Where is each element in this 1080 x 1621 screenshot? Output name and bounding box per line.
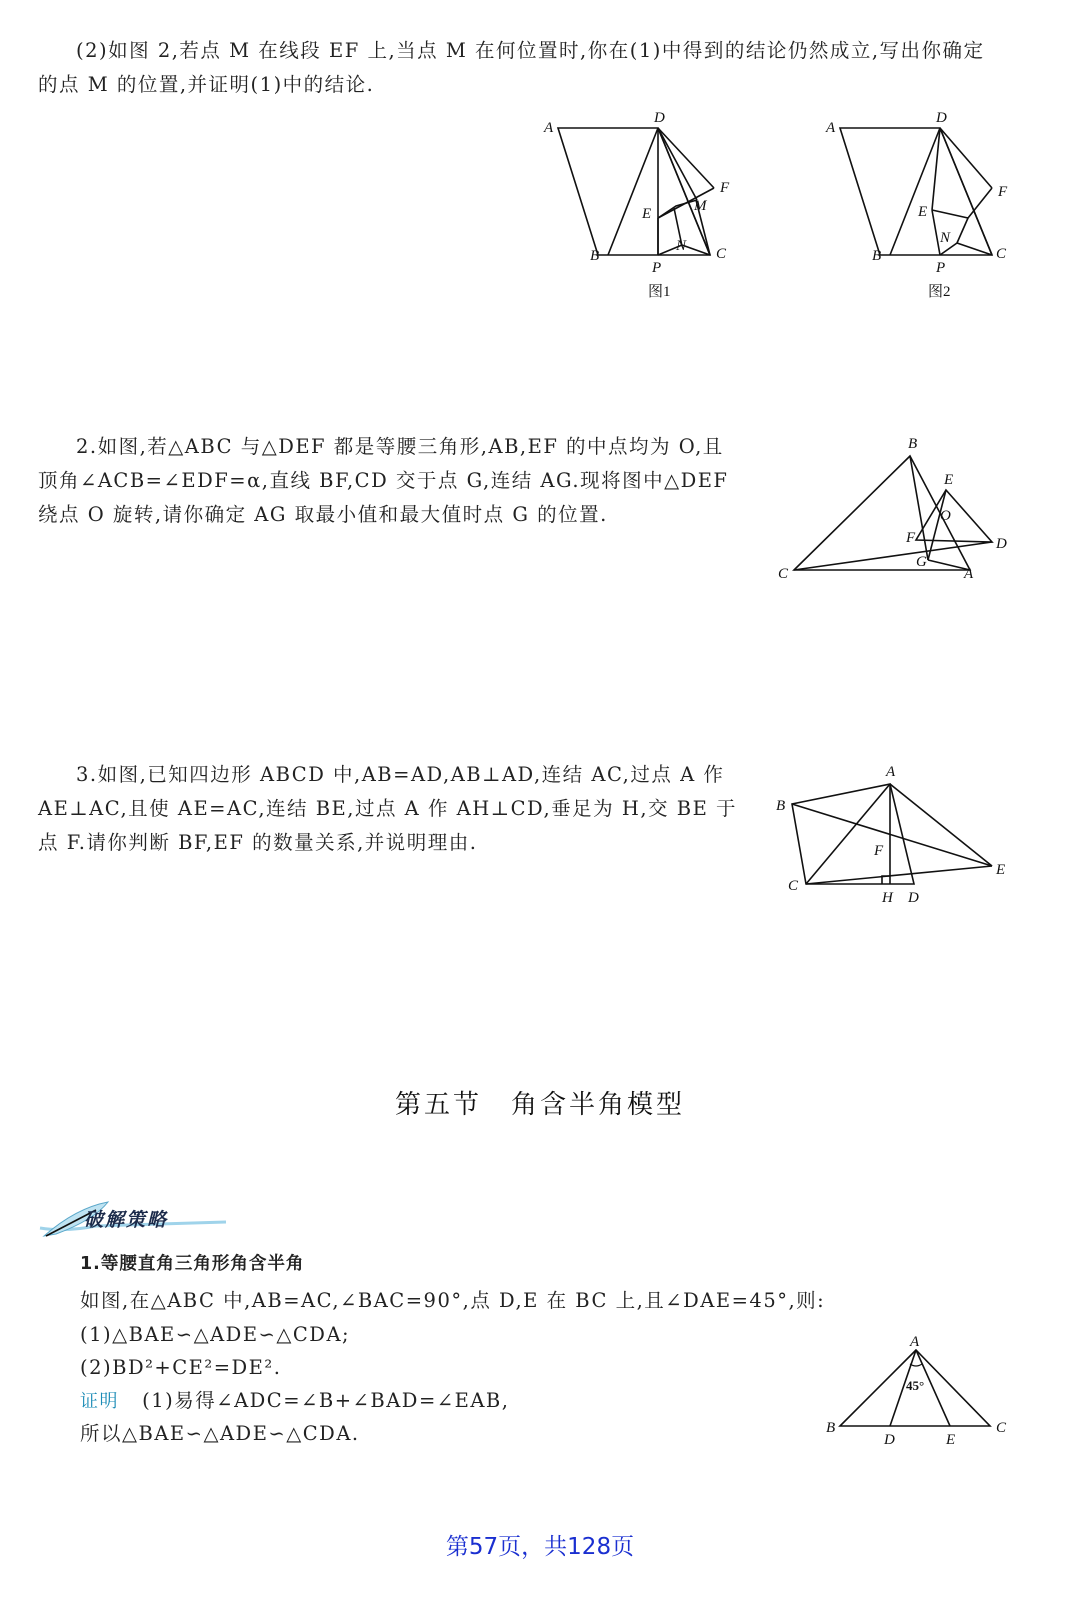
fig1-label-P: P <box>652 260 662 276</box>
problem3-text-line3: 点 F.请你判断 BF,EF 的数量关系,并说明理由. <box>38 831 478 854</box>
problem2-text-line1: 2.如图,若△ABC 与△DEF 都是等腰三角形,AB,EF 的中点均为 O,且 <box>76 435 724 458</box>
strategy-line5: 所以△BAE∽△ADE∽△CDA. <box>80 1422 360 1445</box>
fig1-label-N: N <box>676 238 687 254</box>
fig2-trapezoid <box>840 128 992 255</box>
p3-label-F: F <box>874 843 884 859</box>
problem2-text-line3: 绕点 O 旋转,请你确定 AG 取最小值和最大值时点 G 的位置. <box>38 503 608 526</box>
p2-label-A: A <box>964 566 974 582</box>
s-label-45: 45° <box>906 1378 925 1393</box>
p2-label-C: C <box>778 566 789 582</box>
strategy-banner-title: 破解策略 <box>84 1209 169 1231</box>
fig2-label-B: B <box>872 248 882 264</box>
s-label-D: D <box>884 1432 895 1448</box>
s-label-A: A <box>910 1334 920 1350</box>
p2-label-F: F <box>906 530 916 546</box>
strategy-figure <box>822 1332 1022 1452</box>
fig2-label-D: D <box>936 110 947 126</box>
fig2-label-N: N <box>940 230 951 246</box>
fig1-trapezoid <box>558 128 710 255</box>
fig1-label-D: D <box>654 110 665 126</box>
p3-label-E: E <box>996 862 1006 878</box>
p3-label-H: H <box>882 890 893 906</box>
fig2-label-F: F <box>998 184 1008 200</box>
p2-label-E: E <box>944 472 954 488</box>
fig1-label-M: M <box>694 198 707 214</box>
p3-label-B: B <box>776 798 786 814</box>
p2-label-D: D <box>996 536 1007 552</box>
problem1-text-line2: 的点 M 的位置,并证明(1)中的结论. <box>38 73 375 96</box>
triangle-DEF <box>916 490 992 542</box>
problem3-text-line1: 3.如图,已知四边形 ABCD 中,AB=AD,AB⊥AD,连结 AC,过点 A 作 <box>76 763 725 786</box>
figure-2 <box>812 100 1022 310</box>
p3-label-C: C <box>788 878 799 894</box>
proof-label: 证明 <box>80 1391 119 1412</box>
quadrilateral-ABCD <box>792 784 914 884</box>
s-label-C: C <box>996 1420 1007 1436</box>
fig2-label-C: C <box>996 246 1007 262</box>
fig2-label-A: A <box>826 120 836 136</box>
fig2-label-E: E <box>918 204 928 220</box>
strategy-subheading: 1.等腰直角三角形角含半角 <box>80 1254 305 1274</box>
fig2-caption: 图2 <box>928 284 951 300</box>
fig1-caption: 图1 <box>648 284 671 300</box>
proof-line <box>80 1384 509 1418</box>
page-indicator: 第57页，共128页 <box>445 1534 635 1560</box>
p3-label-D: D <box>908 890 919 906</box>
problem3-text-line2: AE⊥AC,且使 AE=AC,连结 BE,过点 A 作 AH⊥CD,垂足为 H,交 BE 于 <box>38 797 738 820</box>
problem2-text-line2: 顶角∠ACB=∠EDF=α,直线 BF,CD 交于点 G,连结 AG.现将图中△DEF <box>38 469 729 492</box>
proof-text: (1)易得∠ADC=∠B+∠BAD=∠EAB, <box>142 1389 510 1412</box>
fig1-label-A: A <box>544 120 554 136</box>
s-label-B: B <box>826 1420 836 1436</box>
strategy-line1: 如图,在△ABC 中,AB=AC,∠BAC=90°,点 D,E 在 BC 上,且∠DAE=45°,则: <box>80 1289 826 1312</box>
p2-label-G: G <box>916 554 927 570</box>
problem2-figure <box>770 428 1020 588</box>
strategy-line2: (1)△BAE∽△ADE∽△CDA; <box>80 1323 351 1346</box>
problem3-figure <box>770 760 1020 910</box>
fig1-label-C: C <box>716 246 727 262</box>
p2-label-B: B <box>908 436 918 452</box>
s-label-E: E <box>946 1432 956 1448</box>
p2-label-O: O <box>940 508 951 524</box>
fig1-label-B: B <box>590 248 600 264</box>
section-title: 第五节 角含半角模型 <box>394 1090 685 1120</box>
fig1-label-F: F <box>720 180 730 196</box>
figure-1 <box>530 100 740 310</box>
strategy-line3: (2)BD²+CE²=DE². <box>80 1356 282 1379</box>
fig2-label-P: P <box>936 260 946 276</box>
p3-label-A: A <box>886 764 896 780</box>
problem1-text-line1: (2)如图 2,若点 M 在线段 EF 上,当点 M 在何位置时,你在(1)中得到的结论仍然成立,写出你确定 <box>76 39 985 62</box>
fig1-label-E: E <box>642 206 652 222</box>
